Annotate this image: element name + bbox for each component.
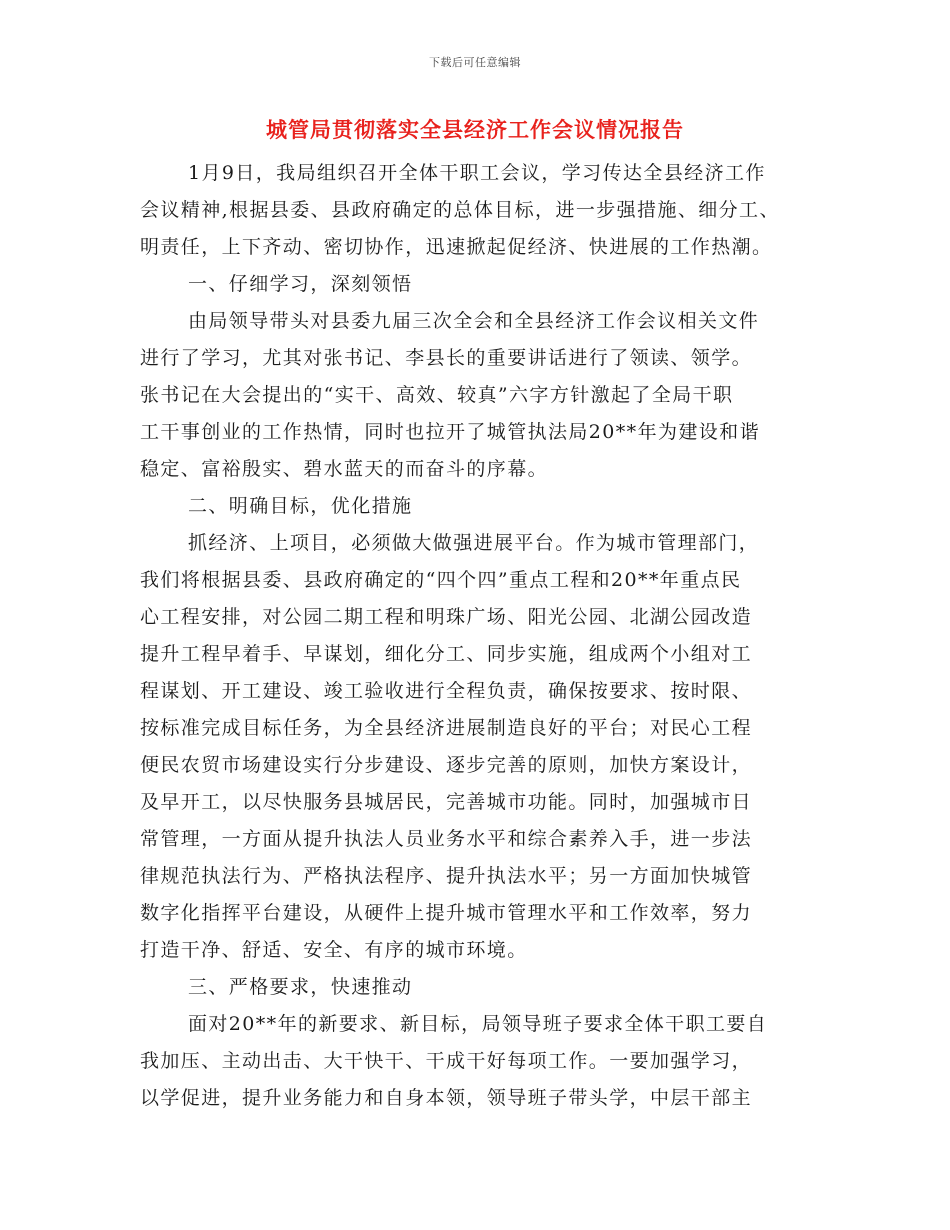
text-line: 明责任，上下齐动、密切协作，迅速掀起促经济、快进展的工作热潮。	[140, 236, 773, 258]
text-line: 稳定、富裕殷实、碧水蓝天的而奋斗的序幕。	[140, 458, 549, 480]
text-line: 一、仔细学习，深刻领悟	[188, 273, 413, 295]
text-line: 二、明确目标，优化措施	[188, 495, 413, 517]
text-line: 律规范执法行为、严格执法程序、提升执法水平；另一方面加快城管	[140, 865, 753, 887]
text-line: 数字化指挥平台建设，从硬件上提升城市管理水平和工作效率，努力	[140, 902, 753, 924]
text-line: 打造干净、舒适、安全、有序的城市环境。	[140, 939, 528, 961]
text-line: 便民农贸市场建设实行分步建设、逐步完善的原则，加快方案设计，	[140, 754, 753, 776]
text-line: 三、严格要求，快速推动	[188, 976, 413, 998]
text-line: 面对20**年的新要求、新目标，局领导班子要求全体干职工要自	[188, 1013, 768, 1035]
text-line: 及早开工，以尽快服务县城居民，完善城市功能。同时，加强城市日	[140, 791, 753, 813]
text-line: 1月9日，我局组织召开全体干职工会议，学习传达全县经济工作	[188, 162, 766, 184]
text-line: 心工程安排，对公园二期工程和明珠广场、阳光公园、北湖公园改造	[140, 606, 753, 628]
text-line: 我加压、主动出击、大干快干、干成干好每项工作。一要加强学习，	[140, 1050, 753, 1072]
text-line: 进行了学习，尤其对张书记、李县长的重要讲话进行了领读、领学。	[140, 347, 753, 369]
text-line: 提升工程早着手、早谋划，细化分工、同步实施，组成两个小组对工	[140, 643, 753, 665]
text-line: 按标准完成目标任务，为全县经济进展制造良好的平台；对民心工程	[140, 717, 753, 739]
document-body	[140, 155, 820, 1117]
text-line: 工干事创业的工作热情，同时也拉开了城管执法局20**年为建设和谐	[140, 421, 760, 443]
text-line: 抓经济、上项目，必须做大做强进展平台。作为城市管理部门，	[188, 532, 760, 554]
text-line: 张书记在大会提出的“实干、高效、较真”六字方针激起了全局干职	[140, 384, 734, 406]
header-note: 下载后可任意编辑	[429, 56, 521, 69]
text-line: 常管理，一方面从提升执法人员业务水平和综合素养入手，进一步法	[140, 828, 753, 850]
text-line: 会议精神,根据县委、县政府确定的总体目标，进一步强措施、细分工、	[140, 199, 780, 221]
text-line: 以学促进，提升业务能力和自身本领，领导班子带头学，中层干部主	[140, 1087, 753, 1109]
text-line: 程谋划、开工建设、竣工验收进行全程负责，确保按要求、按时限、	[140, 680, 753, 702]
text-line: 由局领导带头对县委九届三次全会和全县经济工作会议相关文件	[188, 310, 760, 332]
text-line: 我们将根据县委、县政府确定的“四个四”重点工程和20**年重点民	[140, 569, 742, 591]
document-title: 城管局贯彻落实全县经济工作会议情况报告	[266, 117, 684, 142]
